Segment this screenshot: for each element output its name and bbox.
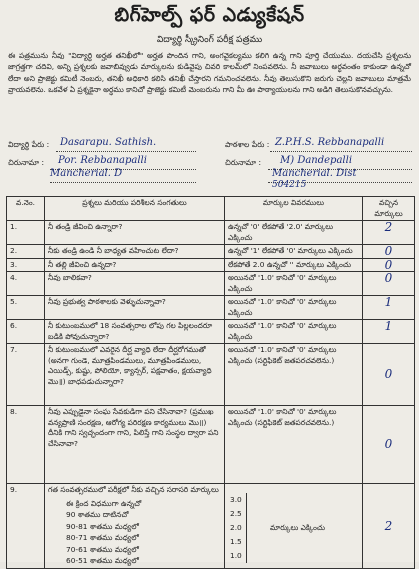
row-number: 8. [7,406,45,484]
table-row [7,320,415,344]
row-question: నీ తండ్రి జీవించి ఉన్నారా? [45,221,225,245]
school-address-value-line2[interactable]: Mancherial. Dist [272,168,357,179]
row-question: నీవు ఎప్పుడైనా సంఘ సేవకుడిగా పని చేసినావా? (ప్రముఖ వన్యప్రాణి సంరక్షణ, ఆరోగ్య పరిరక్షణ కార్యములు మొ॥) దీనికి గాని స్వచ్ఛందంగా గాని, పిలిస్తే గాని సంస్థల ద్వారా పని చేసినావా? [45,406,225,484]
school-address-value-line1[interactable]: M) Dandepalli [280,155,353,166]
row-marks-obtained[interactable]: 0 [363,272,415,296]
row-marks-obtained[interactable]: 1 [363,320,415,344]
row-marks-obtained[interactable]: 0 [363,344,415,406]
address-label: చిరునామా : [8,158,45,167]
school-name-label: పాఠశాల పేరు : [225,140,270,149]
range-item: 90-81 శాతము మధ్యలో [66,521,139,531]
scale-value: 1.5 [230,537,242,546]
table-header-row [7,197,415,221]
page-title: బిగ్‌హెల్ప్ ఫర్ ఎడ్యుకేషన్ [114,4,305,26]
row-marks-detail: అయినచో '1.0' కానిచో '0' మార్కులు ఎక్కించు [225,272,363,296]
row-number: 7. [7,344,45,406]
marks-scale [228,485,359,565]
row-number: 5. [7,296,45,320]
address-line-2 [50,182,196,183]
row-number: 3. [7,258,45,272]
row-question: నీ తల్లి జీవించి ఉన్నదా? [45,258,225,272]
row-number: 2. [7,245,45,259]
range-item: 80-71 శాతము మధ్యలో [66,533,139,542]
row-question: గత సంవత్సరములో పరీక్షలో నీకు వచ్చిన సరాసరి మార్కులు [48,485,219,494]
instructions-paragraph: ఈ పత్రమును నీవు "విద్యార్థి అర్హత తనిఖీలో" అర్హత పొందిన గాని, అంగవైకల్యము కలిగి ఉన్న గాని పూర్తి చేయుము. దయచేసి ప్రశ్నలను జాగ్రత్తగా చదివి, అన్ని ప్రశ్నలకు జవాబివ్వుడు మార్కులను కుడివైపు చివరి కాలమ్‌లో నింపవలెను. నీ జవాబులు అర్థవంతం కాకుండా ఉన్నచో లేదా అని ప్రాజెక్టు కమిటీ నెంబరు, తనిఖీ అధికారి కలిసి తనిఖీ చేస్తారని గమనించవలెను. నీవు తెలుసుకొని జరుగు చెల్లని జవాబులు మాత్రమే వ్రాయవలెను. ఒకవేళ ఏ ప్రశ్నకైనా అర్థము కానిచో ప్రాజెక్టు కమిటీ మెంబరును గాని మీ ఊ పాఠ్యాయులను గాని అడిగి తెలుసుకొనవచ్చును. [8,51,411,95]
row-marks-detail: ఉన్నచో '1' లేకపోతే '0' మార్కులు ఎక్కించు [225,245,363,259]
row-number: 4. [7,272,45,296]
table-row [7,272,415,296]
row-marks-detail: అయినచో '1.0' కానిచో '0' మార్కులు ఎక్కించు (సర్టిఫికెట్ జతపరచవలెను.) [225,406,363,484]
student-name-label: విద్యార్థి పేరు : [8,140,50,149]
header-serial: వ.నెం. [7,197,45,221]
student-name-line [56,151,196,152]
row-marks-detail: ఉన్నచో '0' లేకపోతే '2.0' మార్కులు ఎక్కించు [225,221,363,245]
range-list [48,498,221,567]
scale-value: 2.0 [230,523,242,532]
header-marks-obtained: వచ్చిన మార్కులు [363,197,415,221]
row-question-9 [45,484,225,569]
row-marks-obtained[interactable]: 1 [363,296,415,320]
row-marks-detail: లేకపోతే 2.0 ఉన్నచో '' మార్కులు ఎక్కించు [225,258,363,272]
row-marks-obtained[interactable]: 0 [363,406,415,484]
table-row [7,484,415,569]
scale-values [230,493,247,563]
row-marks-detail: అయినచో '1.0' కానిచో '0' మార్కులు ఎక్కించు [225,296,363,320]
table-row [7,245,415,259]
school-name-line [270,151,412,152]
page-subtitle: విద్యార్థి స్క్రీనింగ్ పరీక్ష పత్రము [156,35,263,45]
scale-value: 3.0 [230,495,242,504]
scale-value: 1.0 [230,551,242,560]
address-value-line1[interactable]: Por. Rebbanapalli [58,155,147,166]
row-number: 6. [7,320,45,344]
range-item: 60-51 శాతము మధ్యలో [66,556,139,565]
table-row [7,258,415,272]
row-question: నీవు ప్రభుత్వ పాఠశాలకు వెళ్ళుచున్నావా? [45,296,225,320]
scale-value: 2.5 [230,509,242,518]
row-marks-obtained[interactable]: 2 [363,221,415,245]
table-row [7,221,415,245]
row-question: నీ కుటుంబములో 18 సంవత్సరాల లోపు గల పిల్లలందరూ బడికి పోవుచున్నారా? [45,320,225,344]
header-question: ప్రశ్నలు మరియు పరిశీలన సంగతులు [45,197,225,221]
school-address-value-line3[interactable]: 504215 [272,180,307,190]
row-question: నీవు బాలికవా? [45,272,225,296]
table-row [7,344,415,406]
row-number: 1. [7,221,45,245]
row-number: 9. [7,484,45,569]
header-marks-detail: మార్కుల వివరములు [225,197,363,221]
row-marks-detail: అయినచో '1.0' కానిచో '0' మార్కులు ఎక్కించు [225,320,363,344]
row-question: నీ కుటుంబములో ఎవరైన దీర్ఘ వ్యాధి లేదా దీర్ఘరోగముతో (అనగా గుండె, మూత్రపిండములు, మూత్రపిండములు, ఎయిడ్స్, కుష్టు, పోలియో, క్యాన్సర్, పక్షవాతం, క్షయవ్యాధి మొ॥) బాధపడుచున్నారా? [45,344,225,406]
row-marks-obtained[interactable]: 0 [363,245,415,259]
screening-table [6,196,415,569]
table-row [7,406,415,484]
student-name-value[interactable]: Dasarapu. Sathish. [60,137,157,148]
range-item: 90 శాతము దాటినచో [66,510,129,519]
row-marks-detail-9 [225,484,363,569]
row-marks-obtained[interactable]: 0 [363,258,415,272]
row-marks-obtained[interactable]: 2 [363,484,415,569]
range-item: 70-61 శాతము మధ్యలో [66,544,139,554]
range-intro: ఈ క్రింద విధముగా ఉన్నచో [66,498,142,508]
school-name-value[interactable]: Z.P.H.S. Rebbanapalli [275,137,385,148]
address-value-line2[interactable]: Mancherial. D [50,168,123,179]
table-row [7,296,415,320]
school-address-label: చిరునామా : [225,158,262,167]
row-marks-detail: అయినచో '1.0' కానిచో '0' మార్కులు ఎక్కించు (సర్టిఫికెట్ జతపరచవలెను.) [225,344,363,406]
row-question: నీకు తండ్రి ఉండి నీ బాధ్యత వహించుట లేదా? [45,245,225,259]
row-marks-detail: మార్కులు ఎక్కించు [270,523,326,532]
